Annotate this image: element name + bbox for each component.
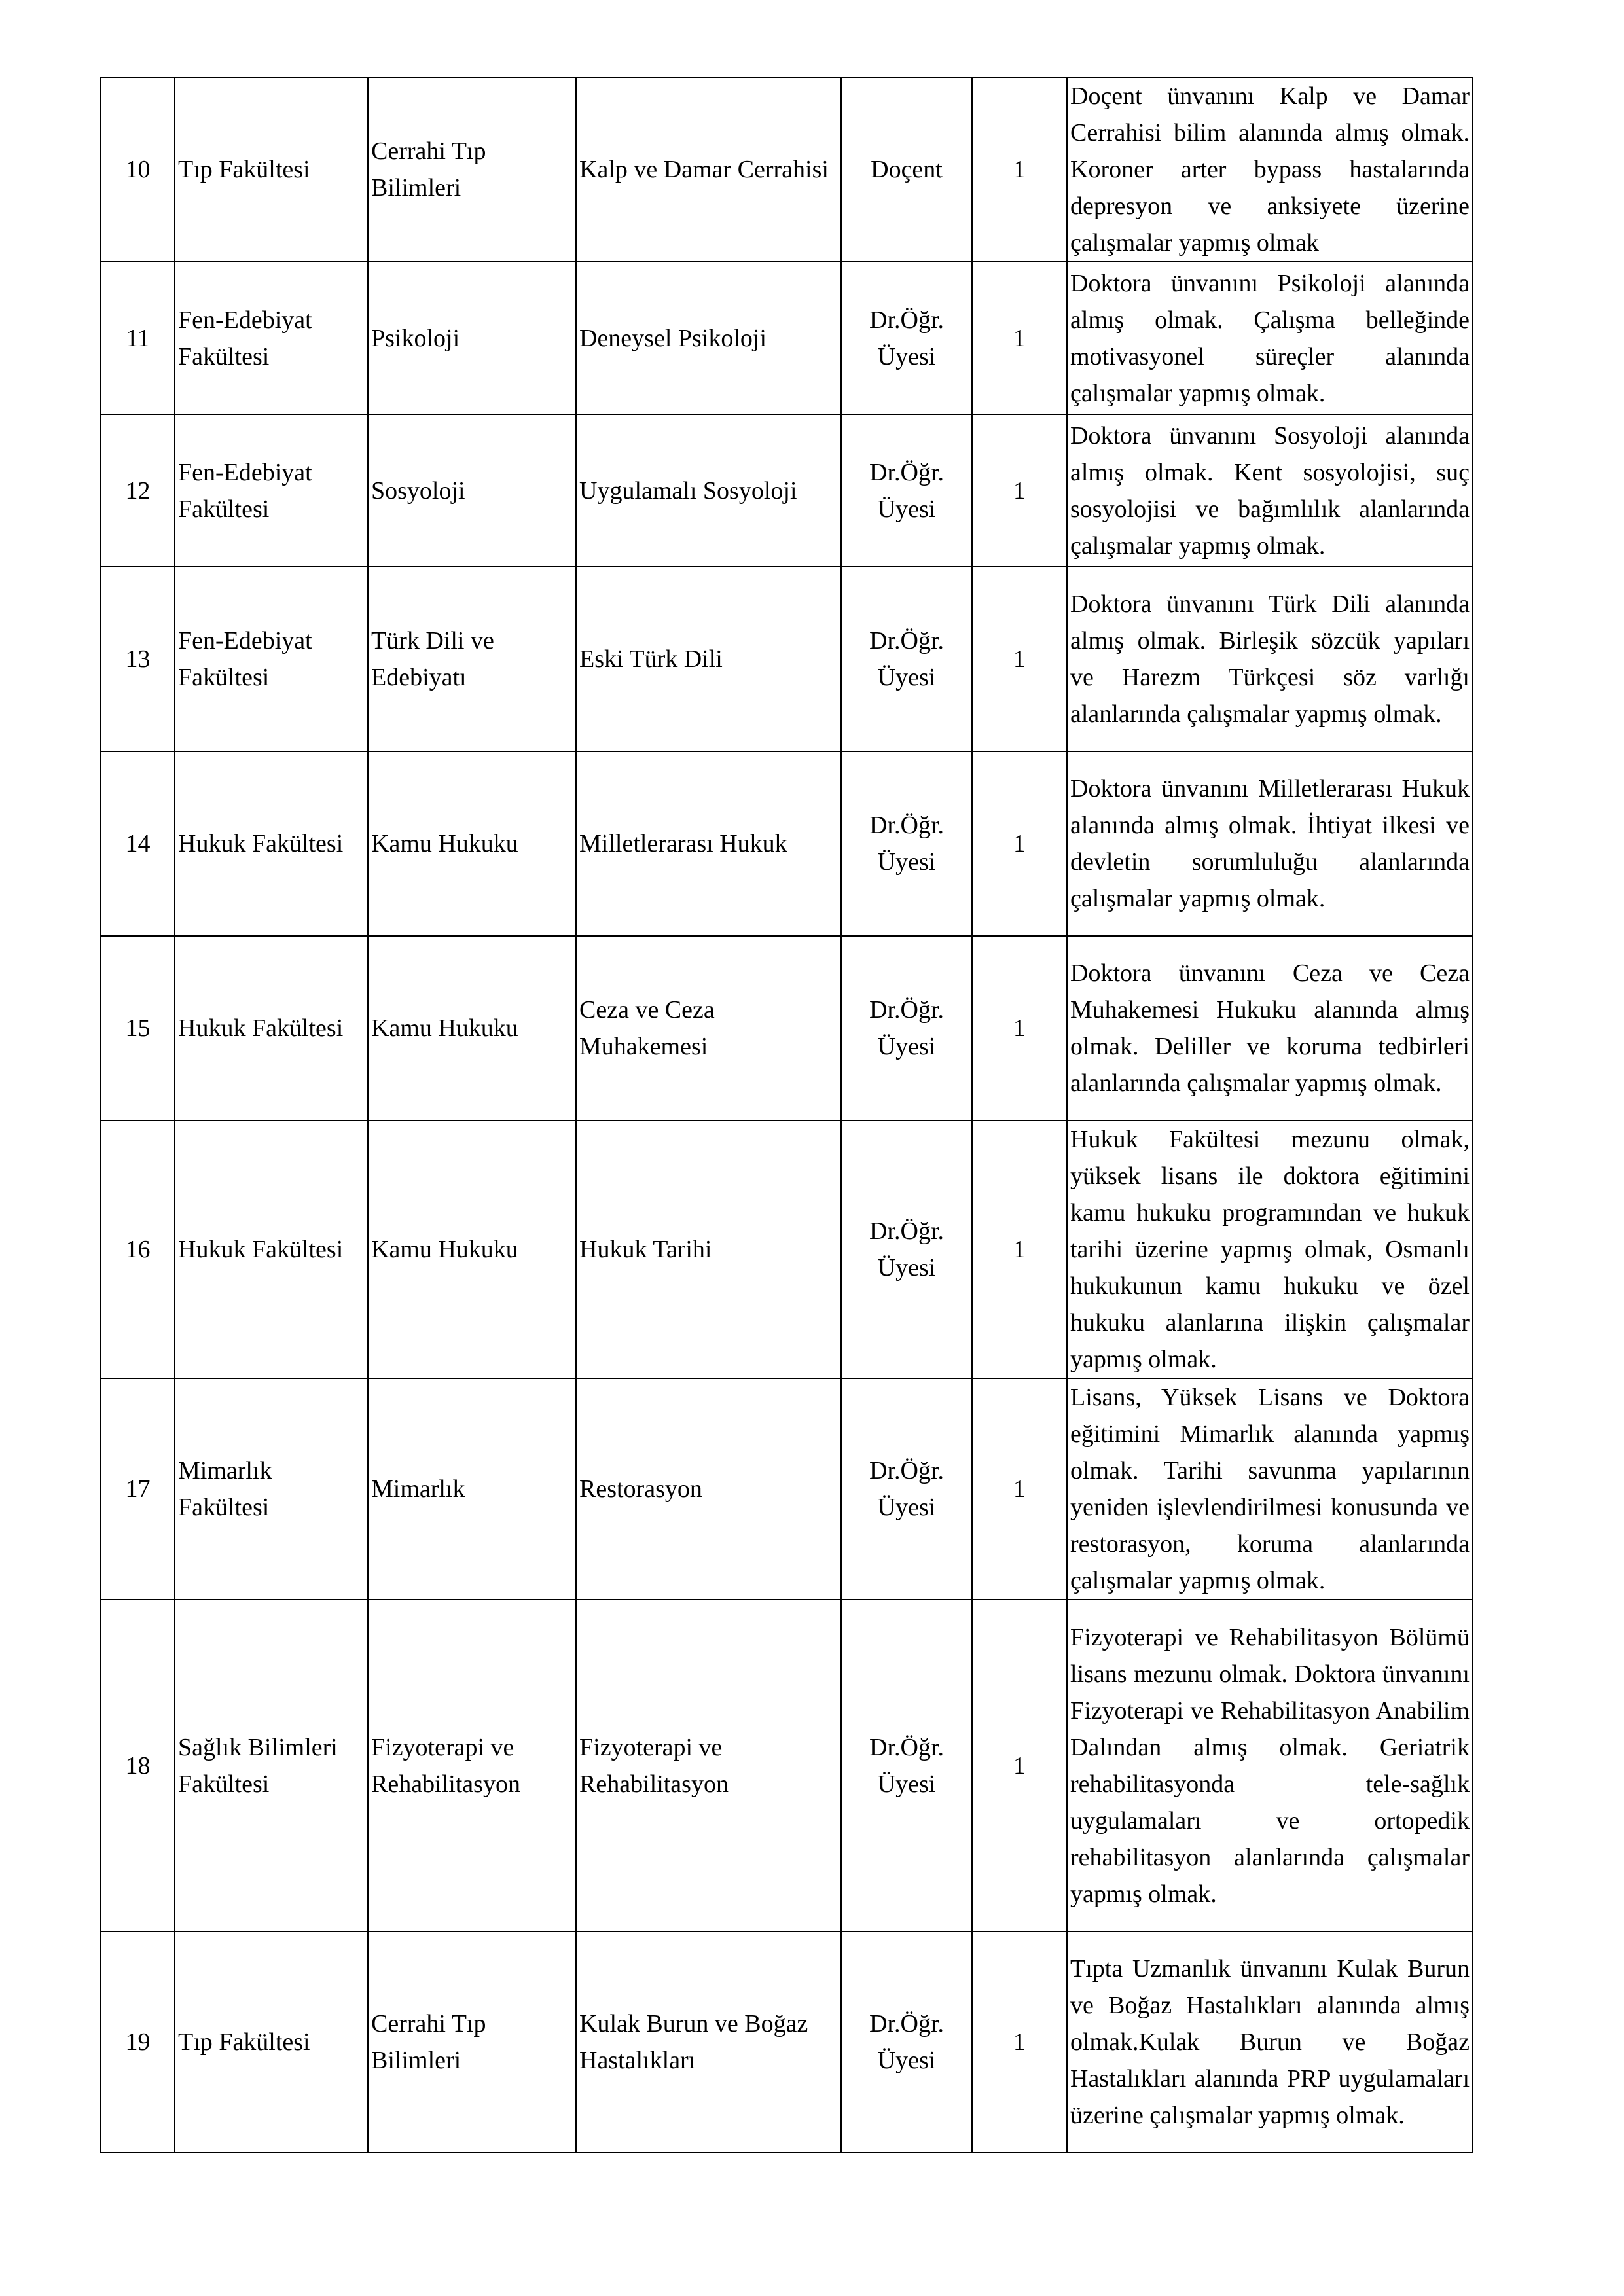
row-number: 11: [101, 262, 175, 414]
count-cell: 1: [972, 1378, 1067, 1600]
faculty-cell: Hukuk Fakültesi: [175, 751, 368, 936]
table-row: [101, 77, 1473, 262]
row-number: 15: [101, 936, 175, 1121]
department-cell: Türk Dili ve Edebiyatı: [368, 567, 576, 751]
count-cell: 1: [972, 936, 1067, 1121]
requirement-cell: Doktora ünvanını Türk Dili alanında almış olmak. Birleşik sözcük yapıları ve Harezm Türkçesi söz varlığı alanlarında çalışmalar yapmış olmak.: [1067, 567, 1473, 751]
department-cell: Kamu Hukuku: [368, 751, 576, 936]
table-row: [101, 751, 1473, 936]
row-number: 12: [101, 414, 175, 567]
title-cell: Dr.Öğr. Üyesi: [841, 414, 972, 567]
subfield-cell: Kulak Burun ve Boğaz Hastalıkları: [576, 1931, 841, 2153]
faculty-cell: Tıp Fakültesi: [175, 77, 368, 262]
subfield-cell: Eski Türk Dili: [576, 567, 841, 751]
faculty-cell: Mimarlık Fakültesi: [175, 1378, 368, 1600]
faculty-cell: Fen-Edebiyat Fakültesi: [175, 414, 368, 567]
requirement-cell: Lisans, Yüksek Lisans ve Doktora eğitimini Mimarlık alanında yapmış olmak. Tarihi savunma yapılarının yeniden işlevlendirilmesi konusunda ve restorasyon, koruma alanlarında çalışmalar yapmış olmak.: [1067, 1378, 1473, 1600]
faculty-cell: Sağlık Bilimleri Fakültesi: [175, 1600, 368, 1931]
title-cell: Dr.Öğr. Üyesi: [841, 1600, 972, 1931]
faculty-cell: Fen-Edebiyat Fakültesi: [175, 262, 368, 414]
subfield-cell: Kalp ve Damar Cerrahisi: [576, 77, 841, 262]
department-cell: Kamu Hukuku: [368, 936, 576, 1121]
subfield-cell: Restorasyon: [576, 1378, 841, 1600]
requirement-cell: Doktora ünvanını Ceza ve Ceza Muhakemesi Hukuku alanında almış olmak. Deliller ve koruma tedbirleri alanlarında çalışmalar yapmış olmak.: [1067, 936, 1473, 1121]
table-row: [101, 567, 1473, 751]
requirement-cell: Doçent ünvanını Kalp ve Damar Cerrahisi bilim alanında almış olmak. Koroner arter bypass hastalarında depresyon ve anksiyete üzerine çalışmalar yapmış olmak: [1067, 77, 1473, 262]
row-number: 16: [101, 1121, 175, 1378]
requirement-cell: Doktora ünvanını Psikoloji alanında almış olmak. Çalışma belleğinde motivasyonel süreçler alanında çalışmalar yapmış olmak.: [1067, 262, 1473, 414]
requirement-cell: Tıpta Uzmanlık ünvanını Kulak Burun ve Boğaz Hastalıkları alanında almış olmak.Kulak Burun ve Boğaz Hastalıkları alanında PRP uygulamaları üzerine çalışmalar yapmış olmak.: [1067, 1931, 1473, 2153]
row-number: 18: [101, 1600, 175, 1931]
department-cell: Kamu Hukuku: [368, 1121, 576, 1378]
subfield-cell: Deneysel Psikoloji: [576, 262, 841, 414]
title-cell: Dr.Öğr. Üyesi: [841, 1931, 972, 2153]
title-cell: Dr.Öğr. Üyesi: [841, 936, 972, 1121]
row-number: 19: [101, 1931, 175, 2153]
table-row: [101, 1121, 1473, 1378]
count-cell: 1: [972, 567, 1067, 751]
count-cell: 1: [972, 262, 1067, 414]
department-cell: Cerrahi Tıp Bilimleri: [368, 1931, 576, 2153]
title-cell: Dr.Öğr. Üyesi: [841, 262, 972, 414]
department-cell: Mimarlık: [368, 1378, 576, 1600]
row-number: 17: [101, 1378, 175, 1600]
title-cell: Dr.Öğr. Üyesi: [841, 1121, 972, 1378]
title-cell: Dr.Öğr. Üyesi: [841, 567, 972, 751]
table-row: [101, 1378, 1473, 1600]
subfield-cell: Milletlerarası Hukuk: [576, 751, 841, 936]
title-cell: Doçent: [841, 77, 972, 262]
faculty-cell: Fen-Edebiyat Fakültesi: [175, 567, 368, 751]
positions-table: [100, 77, 1473, 2153]
requirement-cell: Doktora ünvanını Milletlerarası Hukuk alanında almış olmak. İhtiyat ilkesi ve devletin sorumluluğu alanlarında çalışmalar yapmış olmak.: [1067, 751, 1473, 936]
title-cell: Dr.Öğr. Üyesi: [841, 751, 972, 936]
table-row: [101, 414, 1473, 567]
table-row: [101, 1931, 1473, 2153]
subfield-cell: Ceza ve Ceza Muhakemesi: [576, 936, 841, 1121]
table-row: [101, 262, 1473, 414]
requirement-cell: Doktora ünvanını Sosyoloji alanında almış olmak. Kent sosyolojisi, suç sosyolojisi ve bağımlılık alanlarında çalışmalar yapmış olmak.: [1067, 414, 1473, 567]
subfield-cell: Hukuk Tarihi: [576, 1121, 841, 1378]
row-number: 13: [101, 567, 175, 751]
title-cell: Dr.Öğr. Üyesi: [841, 1378, 972, 1600]
faculty-cell: Hukuk Fakültesi: [175, 1121, 368, 1378]
row-number: 10: [101, 77, 175, 262]
faculty-cell: Hukuk Fakültesi: [175, 936, 368, 1121]
requirement-cell: Fizyoterapi ve Rehabilitasyon Bölümü lisans mezunu olmak. Doktora ünvanını Fizyoterapi ve Rehabilitasyon Anabilim Dalından almış olmak. Geriatrik rehabilitasyonda tele-sağlık uygulamaları ve ortopedik rehabilitasyon alanlarında çalışmalar yapmış olmak.: [1067, 1600, 1473, 1931]
department-cell: Fizyoterapi ve Rehabilitasyon: [368, 1600, 576, 1931]
department-cell: Cerrahi Tıp Bilimleri: [368, 77, 576, 262]
count-cell: 1: [972, 1600, 1067, 1931]
table-row: [101, 936, 1473, 1121]
count-cell: 1: [972, 414, 1067, 567]
count-cell: 1: [972, 751, 1067, 936]
requirement-cell: Hukuk Fakültesi mezunu olmak, yüksek lisans ile doktora eğitimini kamu hukuku programından ve hukuk tarihi üzerine yapmış olmak, Osmanlı hukukunun kamu hukuku ve özel hukuku alanlarına ilişkin çalışmalar yapmış olmak.: [1067, 1121, 1473, 1378]
row-number: 14: [101, 751, 175, 936]
faculty-cell: Tıp Fakültesi: [175, 1931, 368, 2153]
subfield-cell: Fizyoterapi ve Rehabilitasyon: [576, 1600, 841, 1931]
count-cell: 1: [972, 77, 1067, 262]
subfield-cell: Uygulamalı Sosyoloji: [576, 414, 841, 567]
department-cell: Sosyoloji: [368, 414, 576, 567]
count-cell: 1: [972, 1121, 1067, 1378]
table-row: [101, 1600, 1473, 1931]
count-cell: 1: [972, 1931, 1067, 2153]
department-cell: Psikoloji: [368, 262, 576, 414]
